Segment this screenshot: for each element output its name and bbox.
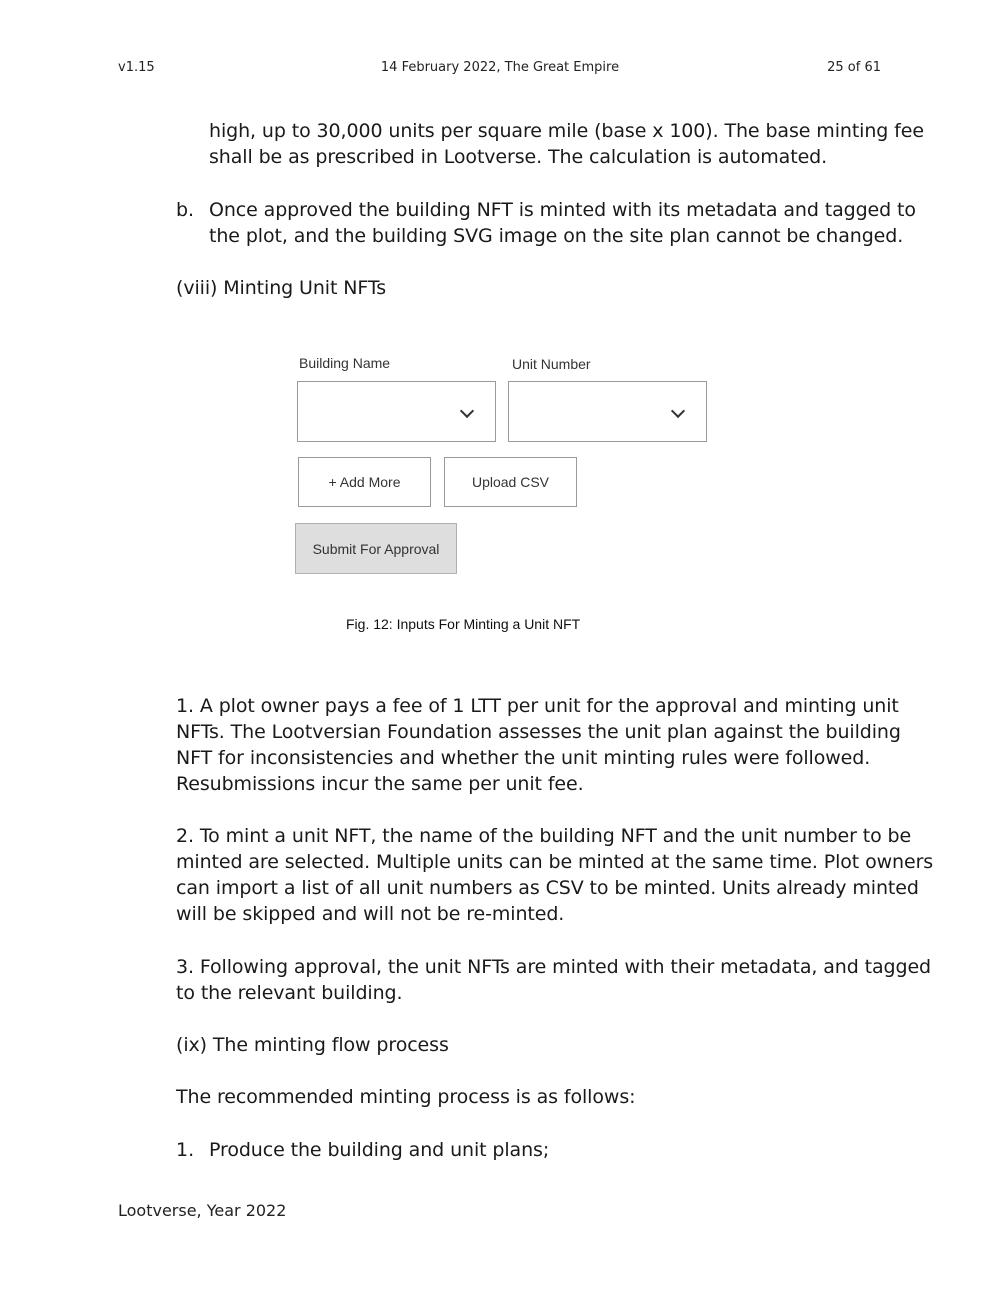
list-marker-b: b. [176, 199, 195, 221]
submit-for-approval-button[interactable] [295, 523, 457, 574]
header-date-place: 14 February 2022, The Great Empire [380, 60, 620, 75]
unit-number-label: Unit Number [512, 356, 591, 372]
paragraph-2-line-4: will be skipped and will not be re-minted. [176, 903, 565, 925]
section-heading-ix: (ix) The minting flow process [176, 1034, 449, 1056]
paragraph-1-line-2: NFTs. The Lootversian Foundation assesses the unit plan against the building [176, 721, 901, 743]
upload-csv-button[interactable] [444, 457, 577, 507]
building-name-label: Building Name [299, 355, 391, 371]
upload-csv-button-label: Upload CSV [471, 474, 550, 490]
paragraph-2-line-1: 2. To mint a unit NFT, the name of the building NFT and the unit number to be [176, 825, 912, 847]
item-b-line-2: the plot, and the building SVG image on the site plan cannot be changed. [209, 225, 904, 247]
section-heading-viii: (viii) Minting Unit NFTs [176, 277, 387, 299]
add-more-button[interactable] [298, 457, 431, 507]
add-more-button-label: + Add More [328, 474, 401, 490]
continued-paragraph-line-1: high, up to 30,000 units per square mile (base x 100). The base minting fee [209, 120, 924, 142]
process-intro: The recommended minting process is as follows: [176, 1086, 636, 1108]
item-b-line-1: Once approved the building NFT is minted with its metadata and tagged to [209, 199, 916, 221]
header-page-number: 25 of 61 [827, 60, 881, 75]
list-marker-1: 1. [176, 1139, 195, 1161]
paragraph-3-line-2: to the relevant building. [176, 982, 403, 1004]
chevron-down-icon [671, 404, 685, 418]
chevron-down-icon [460, 404, 474, 418]
process-step-1: Produce the building and unit plans; [209, 1139, 550, 1161]
submit-button-label: Submit For Approval [312, 540, 440, 557]
paragraph-3-line-1: 3. Following approval, the unit NFTs are minted with their metadata, and tagged [176, 956, 932, 978]
building-name-select[interactable] [297, 381, 496, 442]
paragraph-1-line-1: 1. A plot owner pays a fee of 1 LTT per unit for the approval and minting unit [176, 695, 899, 717]
figure-caption: Fig. 12: Inputs For Minting a Unit NFT [346, 616, 581, 632]
continued-paragraph-line-2: shall be as prescribed in Lootverse. The calculation is automated. [209, 146, 828, 168]
paragraph-1-line-3: NFT for inconsistencies and whether the unit minting rules were followed. [176, 747, 871, 769]
header-version: v1.15 [118, 60, 155, 75]
footer-text: Lootverse, Year 2022 [118, 1201, 287, 1220]
unit-number-select[interactable] [508, 381, 707, 442]
paragraph-1-line-4: Resubmissions incur the same per unit fee. [176, 773, 584, 795]
paragraph-2-line-2: minted are selected. Multiple units can be minted at the same time. Plot owners [176, 851, 934, 873]
paragraph-2-line-3: can import a list of all unit numbers as CSV to be minted. Units already minted [176, 877, 919, 899]
